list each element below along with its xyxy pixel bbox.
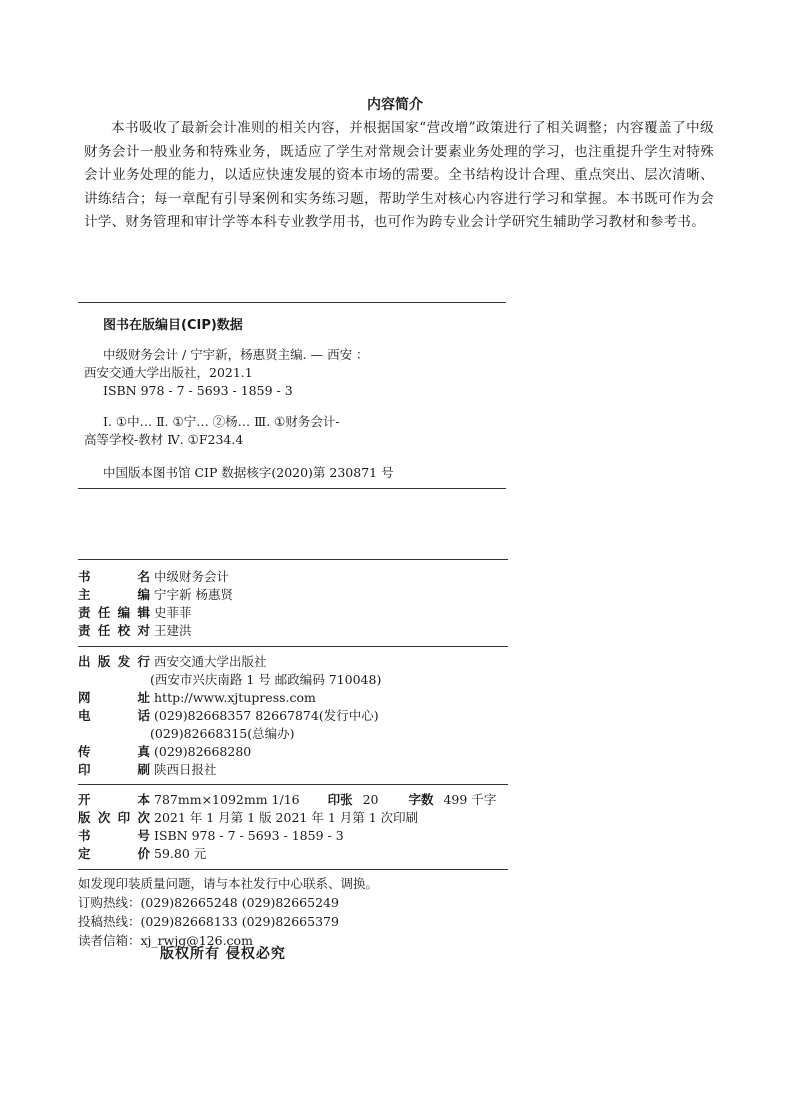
- divider-1: [78, 646, 508, 647]
- words-value: 499 千字: [443, 792, 497, 807]
- resp-editor-label: 责任编辑: [78, 605, 150, 620]
- cip-line-3: ISBN 978 - 7 - 5693 - 1859 - 3: [103, 383, 293, 398]
- cip-bottom-rule: [78, 488, 506, 489]
- resp-editor-value: 史菲菲: [154, 605, 192, 620]
- sheets-value: 20: [362, 792, 379, 807]
- book-title-row: [78, 568, 229, 586]
- website-label: 网址: [78, 690, 150, 705]
- summary-heading: 内容简介: [367, 97, 423, 113]
- publisher-row: [78, 653, 267, 671]
- cip-line-5: 高等学校-教材 Ⅳ. ①F234.4: [84, 432, 244, 447]
- reader-mailbox: 读者信箱：xj_rwjg@126.com: [78, 933, 253, 948]
- divider-3: [78, 869, 508, 870]
- submission-hotline: 投稿热线：(029)82668133 (029)82665379: [78, 914, 339, 929]
- website-value: http://www.xjtupress.com: [154, 690, 316, 705]
- cip-line-4: Ⅰ. ①中… Ⅱ. ①宁… ②杨… Ⅲ. ①财务会计-: [103, 414, 340, 429]
- price-row: [78, 845, 206, 863]
- isbn-row: [78, 827, 344, 845]
- phone-value-2: (029)82668315(总编办): [150, 726, 295, 741]
- cip-line-6: 中国版本图书馆 CIP 数据核字(2020)第 230871 号: [103, 465, 394, 480]
- resp-proof-value: 王建洪: [154, 623, 192, 638]
- book-title-label: 书名: [78, 569, 150, 584]
- printer-row: [78, 761, 217, 779]
- edition-label: 版次印次: [78, 810, 150, 825]
- words-label: 字数: [408, 792, 434, 807]
- printer-value: 陕西日报社: [154, 762, 217, 777]
- resp-editor-row: [78, 604, 192, 622]
- editor-label: 主编: [78, 587, 150, 602]
- book-title-value: 中级财务会计: [154, 569, 230, 584]
- fax-value: (029)82668280: [154, 744, 252, 759]
- publisher-address: (西安市兴庆南路 1 号 邮政编码 710048): [150, 672, 382, 687]
- resp-proof-label: 责任校对: [78, 623, 150, 638]
- format-label: 开本: [78, 792, 150, 807]
- format-row: [78, 791, 496, 809]
- cip-line-1: 中级财务会计 / 宁宇新，杨惠贤主编. — 西安 ：: [103, 347, 369, 362]
- resp-proof-row: [78, 622, 192, 640]
- publisher-value: 西安交通大学出版社: [154, 654, 267, 669]
- cip-title: 图书在版编目(CIP)数据: [103, 318, 243, 333]
- sheets-label: 印张: [327, 792, 353, 807]
- copyright-notice: 版权所有 侵权必究: [160, 946, 286, 962]
- phone-row: [78, 707, 379, 725]
- price-value: 59.80 元: [154, 846, 207, 861]
- isbn-value: ISBN 978 - 7 - 5693 - 1859 - 3: [154, 828, 344, 843]
- fax-label: 传真: [78, 744, 150, 759]
- edition-row: [78, 809, 418, 827]
- price-label: 定价: [78, 846, 150, 861]
- editor-row: [78, 586, 233, 604]
- quality-notice: 如发现印装质量问题，请与本社发行中心联系、调换。: [78, 876, 379, 891]
- divider-2: [78, 784, 508, 785]
- cip-top-rule: [78, 302, 506, 303]
- format-value: 787mm×1092mm 1/16: [154, 792, 300, 807]
- cip-line-2: 西安交通大学出版社，2021.1: [84, 365, 253, 380]
- isbn-label: 书号: [78, 828, 150, 843]
- edition-value: 2021 年 1 月第 1 版 2021 年 1 月第 1 次印刷: [154, 810, 419, 825]
- phone-value: (029)82668357 82667874(发行中心): [154, 708, 379, 723]
- fax-row: [78, 743, 251, 761]
- order-hotline: 订购热线：(029)82665248 (029)82665249: [78, 895, 339, 910]
- publisher-label: 出版发行: [78, 654, 150, 669]
- colophon-top-rule: [78, 559, 508, 560]
- summary-text: 本书吸收了最新会计准则的相关内容，并根据国家“营改增”政策进行了相关调整；内容覆盖了中级财务会计一般业务和特殊业务，既适应了学生对常规会计要素业务处理的学习，也注重提升学生对特殊会计业务处理的能力，以适应快速发展的资本市场的需要。全书结构设计合理、重点突出、层次清晰、讲练结合；每一章配有引导案例和实务练习题，帮助学生对核心内容进行学习和掌握。本书既可作为会计学、财务管理和审计学等本科专业教学用书，也可作为跨专业会计学研究生辅助学习教材和参考书。: [84, 120, 714, 230]
- editor-value: 宁宇新 杨惠贤: [154, 587, 233, 602]
- website-row: [78, 689, 316, 707]
- phone-label: 电话: [78, 708, 150, 723]
- printer-label: 印刷: [78, 762, 150, 777]
